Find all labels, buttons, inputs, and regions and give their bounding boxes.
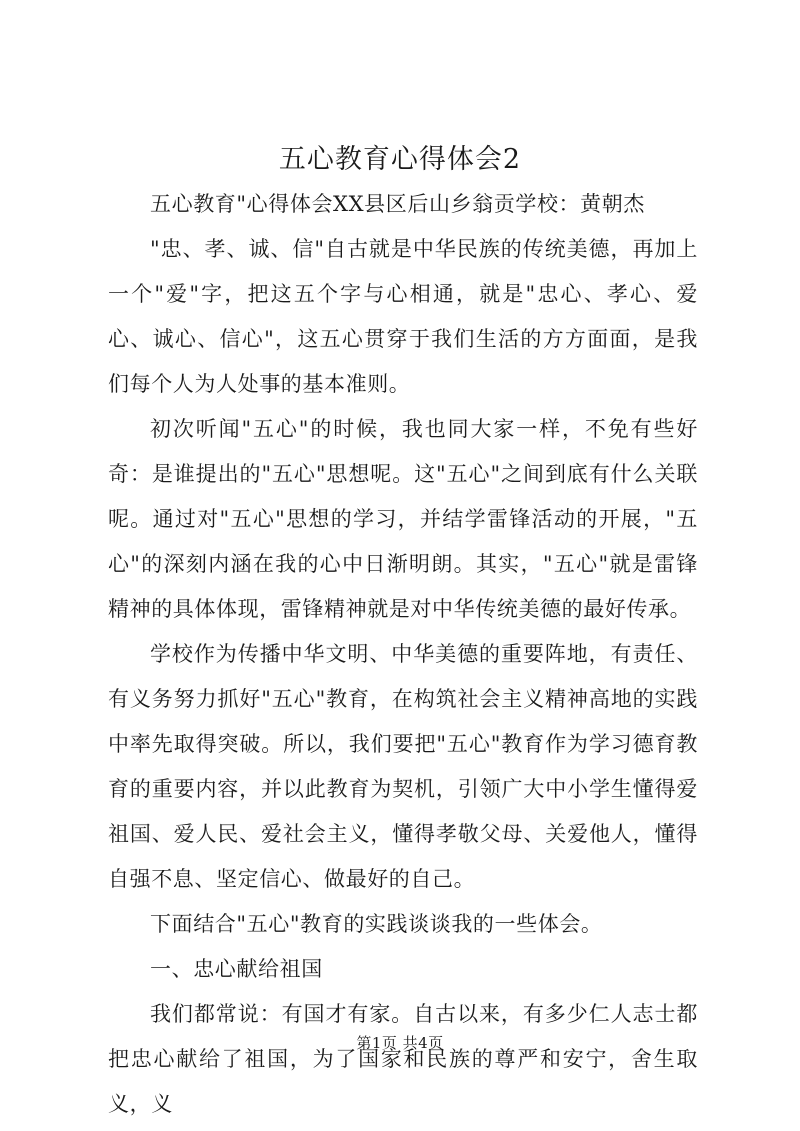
document-title: 五心教育心得体会2 [278,144,522,175]
paragraph-school-role: 学校作为传播中华文明、中华美德的重要阵地，有责任、有义务努力抓好"五心"教育，在构筑社会主义精神高地的实践中率先取得突破。所以，我们要把"五心"教育作为学习德育教育的重要内容，并以此教育为契机，引领广大中小学生懂得爱祖国、爱人民、爱社会主义，懂得孝敬父母、关爱他人，懂得自强不息、坚定信心、做最好的自己。 [108,642,698,891]
section-heading-loyalty: 一、忠心献给祖国 [150,957,323,981]
page-number-footer: 第1页 共4页 [356,1034,444,1052]
paragraph-country-family: 我们都常说：有国才有家。自古以来，有多少仁人志士都把忠心献给了祖国，为了国家和民族的尊严和安宁，舍生取义，义 [108,1002,698,1116]
document-body [108,182,698,1127]
paragraph-first-impression: 初次听闻"五心"的时候，我也同大家一样，不免有些好奇：是谁提出的"五心"思想呢。这"五心"之间到底有什么关联呢。通过对"五心"思想的学习，并结学雷锋活动的开展，"五心"的深刻内涵在我的心中日渐明朗。其实，"五心"就是雷锋精神的具体体现，雷锋精神就是对中华传统美德的最好传承。 [108,417,698,621]
paragraph-author-line: 五心教育"心得体会XX县区后山乡翁贡学校：黄朝杰 [150,192,645,216]
paragraph-intro-experience: 下面结合"五心"教育的实践谈谈我的一些体会。 [150,912,603,936]
paragraph-five-virtues: "忠、孝、诚、信"自古就是中华民族的传统美德，再加上一个"爱"字，把这五个字与心相通，就是"忠心、孝心、爱心、诚心、信心"，这五心贯穿于我们生活的方方面面，是我们每个人为人处事的基本准则。 [108,237,698,396]
